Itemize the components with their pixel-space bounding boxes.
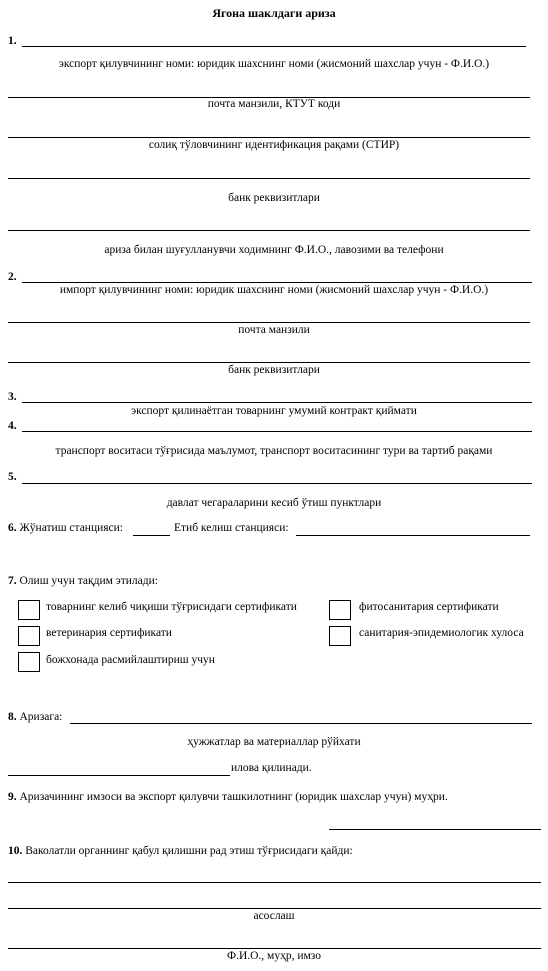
official-signature-caption: Ф.И.О., муҳр, имзо [226,950,321,962]
section-7-number: 7. [8,575,17,587]
section-8-row [8,711,62,723]
section-6-number: 6. [8,522,17,534]
phytosanitary-certificate-checkbox[interactable] [329,600,351,620]
rejection-note-field-2[interactable] [8,908,541,909]
exporter-tin-caption: солиқ тўловчининг идентификация рақами (СТИР) [148,139,400,151]
importer-address-field[interactable] [8,322,530,323]
importer-name-field[interactable] [22,282,532,283]
section-3-number: 3. [8,391,17,403]
sanitary-conclusion-checkbox[interactable] [329,626,351,646]
section-8-number: 8. [8,711,17,723]
arrival-station-field[interactable] [296,535,530,536]
departure-station-label: Жўнатиш станцияси: [19,522,124,534]
customs-clearance-checkbox[interactable] [18,652,40,672]
exporter-address-caption: почта манзили, КТУТ коди [207,98,341,110]
arrival-station-label: Етиб келиш станцияси: [174,522,289,534]
sanitary-conclusion-label: санитария-эпидемиологик хулоса [359,627,524,639]
applicant-signature-field[interactable] [329,829,541,830]
contact-person-caption: ариза билан шуғулланувчи ходимнинг Ф.И.О., лавозими ва телефони [104,244,444,256]
contract-value-field[interactable] [22,402,532,403]
section-5-number: 5. [8,471,17,483]
origin-certificate-label: товарнинг келиб чиқиши тўғрисидаги сертификати [46,601,297,613]
rejection-note-text: Ваколатли органнинг қабул қилишни рад этиш тўғрисидаги қайди: [25,845,353,857]
section-10-row [8,845,353,857]
importer-bank-caption: банк реквизитлари [228,364,320,376]
page-title: Ягона шаклдаги ариза [212,6,336,20]
submit-for-label: Олиш учун тақдим этилади: [19,575,158,587]
section-9-number: 9. [8,791,17,803]
border-points-field[interactable] [22,483,532,484]
importer-name-caption: импорт қилувчининг номи: юридик шахснинг номи (жисмоний шахслар учун - Ф.И.О.) [59,284,489,296]
exporter-name-caption: экспорт қилувчининг номи: юридик шахснинг номи (жисмоний шахслар учун - Ф.И.О.) [58,58,490,70]
section-7-row [8,575,158,587]
border-points-caption: давлат чегараларини кесиб ўтиш пунктлари [166,497,382,509]
section-2-number: 2. [8,271,17,283]
exporter-name-field[interactable] [22,46,526,47]
attachments-field[interactable] [70,723,532,724]
departure-station-field[interactable] [133,535,170,536]
phytosanitary-certificate-label: фитосанитария сертификати [359,601,499,613]
importer-address-caption: почта манзили [238,324,310,336]
section-10-number: 10. [8,845,23,857]
rejection-note-field-1[interactable] [8,882,541,883]
official-signature-field[interactable] [8,948,541,949]
exporter-bank-field[interactable] [8,178,530,179]
attachments-list-field[interactable] [8,775,230,776]
attachments-label: Аризага: [19,711,63,723]
transport-info-field[interactable] [22,431,532,432]
contract-value-caption: экспорт қилинаётган товарнинг умумий контракт қиймати [131,405,417,417]
applicant-signature-text: Аризачининг имзоси ва экспорт қилувчи ташкилотнинг (юридик шахслар учун) муҳри. [19,791,448,803]
importer-bank-field[interactable] [8,362,530,363]
veterinary-certificate-label: ветеринария сертификати [46,627,172,639]
section-4-number: 4. [8,420,17,432]
veterinary-certificate-checkbox[interactable] [18,626,40,646]
contact-person-field[interactable] [8,230,530,231]
exporter-bank-caption: банк реквизитлари [228,192,320,204]
attachments-caption: ҳужжатлар ва материаллар рўйхати [187,736,361,748]
exporter-tin-field[interactable] [8,137,530,138]
section-9-row [8,791,448,803]
customs-clearance-label: божхонада расмийлаштириш учун [46,654,215,666]
origin-certificate-checkbox[interactable] [18,600,40,620]
attachments-suffix: илова қилинади. [231,762,312,774]
section-6-row [8,522,123,534]
section-1-number: 1. [8,35,17,47]
justification-caption: асослаш [253,910,295,922]
transport-info-caption: транспорт воситаси тўғрисида маълумот, транспорт воситасининг тури ва тартиб рақами [55,445,493,457]
